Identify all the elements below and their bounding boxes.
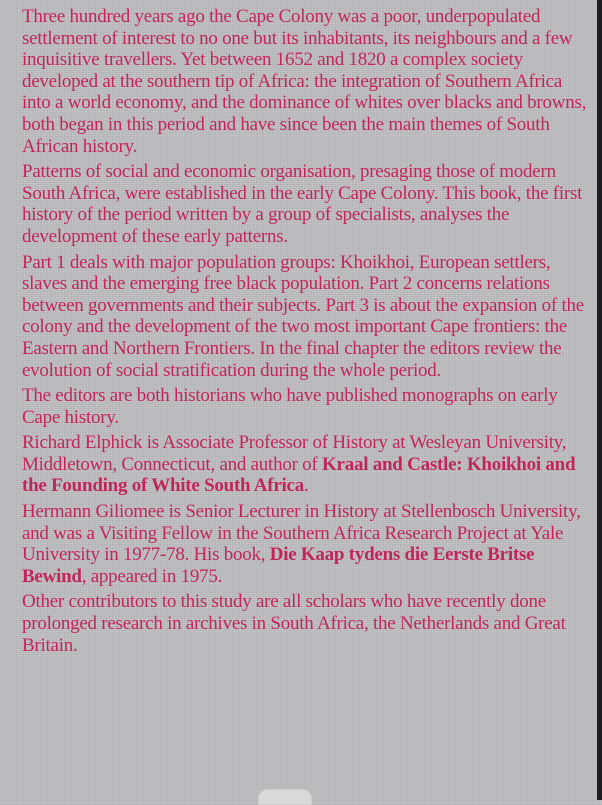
scan-edge — [597, 0, 602, 800]
sticker-tab — [258, 789, 312, 805]
contributors-paragraph: Other contributors to this study are all scholars who have recently done prolonged research in archives in South Africa, the Netherlands and Great Britain. — [22, 591, 566, 656]
giliomee-ending: , appeared in 1975. — [81, 565, 223, 587]
intro-paragraph: Three hundred years ago the Cape Colony was a poor, underpopulated settlement of interest to no one but its inhabitants, its neighbours and a few inquisitive travellers. Yet between 1652 and 1820 a complex society developed at the southern tip of Africa: the integration of Southern Africa into a world economy, and the dominance of whites over blacks and browns, both began in this period and have since been the main themes of South African history. — [22, 6, 587, 157]
blurb-text — [22, 6, 594, 660]
elphick-bio: Richard Elphick is Associate Professor of History at Wesleyan University, Middletown, Connecticut, and author of — [22, 432, 567, 475]
elphick-paragraph — [22, 432, 594, 497]
editors-paragraph: The editors are both historians who have published monographs on early Cape history. — [22, 385, 558, 428]
patterns-paragraph: Patterns of social and economic organisation, presaging those of modern South Africa, were established in the early Cape Colony. This book, the first history of the period written by a group of specialists, analyses the development of these early patterns. — [22, 161, 583, 247]
giliomee-paragraph — [22, 501, 594, 587]
elphick-book-title: Kraal and Castle: Khoikhoi and the Founding of White South Africa — [22, 453, 576, 497]
giliomee-book-title: Die Kaap tydens die Eerste Britse Bewind — [22, 544, 535, 587]
giliomee-bio: Hermann Giliomee is Senior Lecturer in History at Stellenbosch University, and was a Visiting Fellow in the Southern Africa Research Project at Yale University in 1977-78. His book, — [22, 501, 581, 566]
elphick-period: . — [304, 475, 309, 497]
structure-paragraph: Part 1 deals with major population groups: Khoikhoi, European settlers, slaves and the emerging free black population. Part 2 concerns relations between governments and their subjects. Part 3 is about the expansion of the colony and the development of the two most important Cape frontiers: the Eastern and Northern Frontiers. In the final chapter the editors review the evolution of social stratification during the whole period. — [22, 251, 584, 381]
